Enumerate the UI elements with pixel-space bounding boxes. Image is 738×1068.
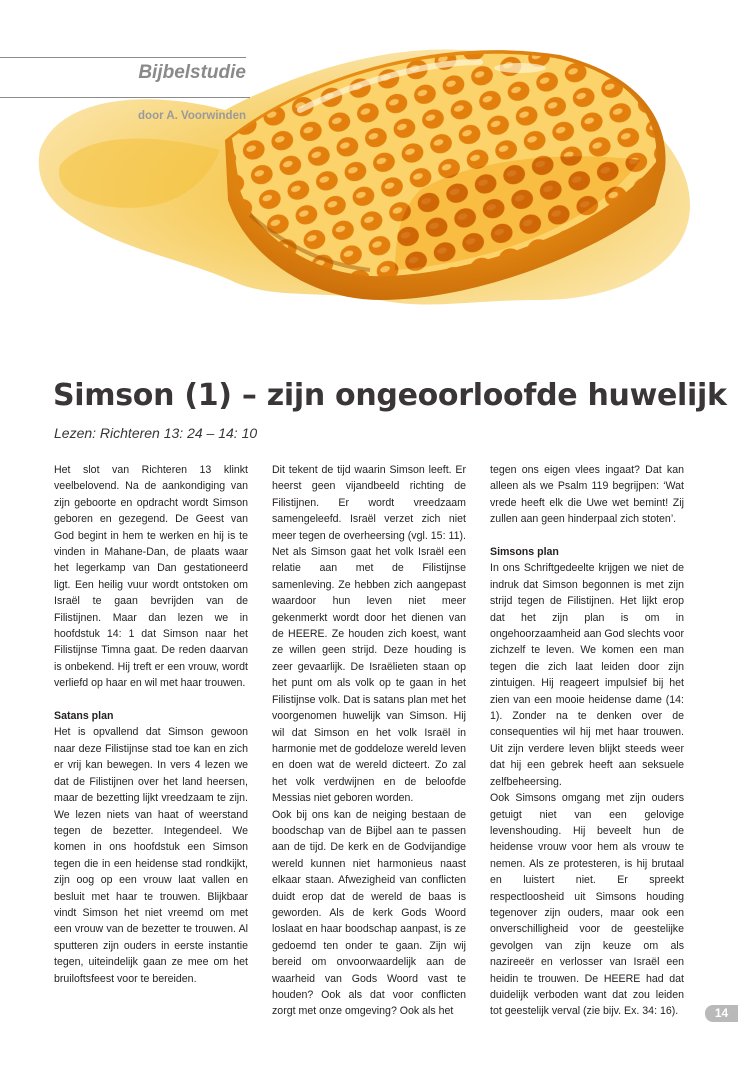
header-rule-bottom [0,97,250,98]
section-label: Bijbelstudie [138,62,246,83]
paragraph: Het is opvallend dat Simson gewoon naar deze Filistijnse stad toe kan en zich er vrij kan bewegen. In vers 4 lezen we dat de Filistijnen over het land heersen, maar de bezetting lijkt vreedzaam te zijn. We lezen niets van haat of weerstand tegen de bezetter. Integendeel. We komen in ons hoofdstuk een Simson tegen die in een heidense stad rondkijkt, zijn oog op een vrouw laat vallen en besluit met haar te trouwen. Blijkbaar vindt Simson het niet vreemd om met een vrouw van de bezetter te trouwen. Al sputteren zijn ouders in eerste instantie tegen, uiteindelijk gaan ze mee om het bruiloftsfeest voor te bereiden. [54,726,248,985]
subheading-satans-plan: Satans plan [54,710,114,723]
paragraph: Het slot van Richteren 13 klinkt veelbelovend. Na de aankondiging van zijn geboorte en opdracht wordt Simson geboren en gezegend. De Geest van God begint in hem te werken en hij is te vinden in Mahane-Dan, de plaats waar het legerkamp van Dan gestationeerd ligt. Een heilig vuur wordt ontstoken om Israël te gaan bevrijden van de Filistijnen. Maar dan lezen we in hoofdstuk 14: 1 dat Simson naar het Filistijnse Timna gaat. De reden daarvan is onbekend. Hij treft er een vrouw, wordt verliefd op haar en wil met haar trouwen. [54,464,248,690]
text-column-2 [272,462,466,1020]
text-column-1 [54,462,248,987]
article-title: Simson (1) – zijn ongeoorloofde huwelijk [53,378,727,413]
paragraph: In ons Schriftgedeelte krijgen we niet de indruk dat Simson begonnen is met zijn strijd tegen de Filistijnen. Het lijkt erop dat het zijn plan is om in ongehoorzaamheid aan God slechts voor zichzelf te leven. We komen een man tegen die zich laat leiden door zijn zintuigen. Hij reageert impulsief bij het zien van een mooie heidense dame (14: 1). Zonder na te denken over de consequenties wil hij met haar trouwen. Uit zijn verdere leven blijkt steeds weer dat hij een gebrek heeft aan seksuele zelfbeheersing. [490,562,684,788]
page-number: 14 [705,1005,738,1022]
paragraph: Ook Simsons omgang met zijn ouders getuigt niet van een gelovige levenshouding. Hij beveelt hun de heidense vrouw voor hem als vrouw te nemen. Als ze protesteren, is hij brutaal en luistert niet. Er spreekt respectloosheid uit Simsons houding tegenover zijn ouders, maar ook een onverschilligheid voor de geestelijke gevolgen van zijn keuze om als nazireeër en verlosser van Israël een heidin te trouwen. De HEERE had dat duidelijk verboden want dat zou leiden tot geestelijk verval (zie bijv. Ex. 34: 16). [490,792,684,1018]
author-byline: door A. Voorwinden [138,110,246,122]
header-rule-top [0,57,246,58]
honeycomb-image [0,0,738,360]
paragraph: Ook bij ons kan de neiging bestaan de boodschap van de Bijbel aan te passen aan de tijd. De kerk en de Godvijandige wereld kunnen niet harmonieus naast elkaar staan. Afwezigheid van conflicten duidt erop dat de wereld de baas is geworden. Als de kerk Gods Woord loslaat en haar boodschap aanpast, is ze gedoemd ten onder te gaan. Zijn wij bereid om onvoorwaardelijk aan de waarheid van Gods Woord vast te houden? Ook als dat voor conflicten zorgt met onze omgeving? Ook als het [272,808,466,1018]
subheading-simsons-plan: Simsons plan [490,546,559,559]
paragraph: tegen ons eigen vlees ingaat? Dat kan alleen als we Psalm 119 begrijpen: ‘Wat vrede heeft elk die Uwe wet bemint! Zij zullen aan geen hinderpaal zich stoten’. [490,464,684,526]
reading-reference: Lezen: Richteren 13: 24 – 14: 10 [54,425,258,441]
text-column-3 [490,462,684,1020]
paragraph: Dit tekent de tijd waarin Simson leeft. Er heerst geen vijandbeeld richting de Filistijnen. Er wordt vreedzaam samengeleefd. Israël verzet zich niet meer tegen de overheersing (vgl. 15: 11). Net als Simson gaat het volk Israël een relatie aan met de Filistijnse samenleving. Ze hebben zich aangepast waardoor hun leven niet meer gekenmerkt wordt door het dienen van de HEERE. Ze houden zich koest, want ze willen geen strijd. Deze houding is zeer gevaarlijk. De Israëlieten staan op het punt om als volk op te gaan in het Filistijnse volk. Dat is satans plan met het voorgenomen huwelijk van Simson. Hij wil dat Simson en het volk Israël in harmonie met de goddeloze wereld leven en doen wat de wereld dicteert. Zo zal het volk verdwijnen en de beloofde Messias niet geboren worden. [272,464,466,805]
